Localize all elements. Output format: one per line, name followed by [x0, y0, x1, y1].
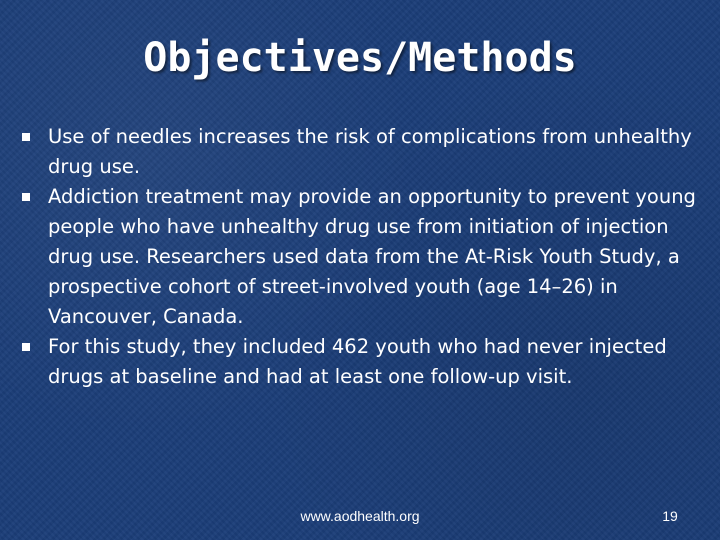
bullet-text: Use of needles increases the risk of complications from unhealthy drug use.: [48, 125, 692, 178]
square-bullet-icon: [22, 193, 30, 201]
bullet-text: Addiction treatment may provide an opportunity to prevent young people who have unhealthy drug use from initiation of injection drug use. Researchers used data from the At-Risk Youth Study, a prospective cohort of street-involved youth (age 14–26) in Vancouver, Canada.: [48, 185, 696, 328]
square-bullet-icon: [22, 343, 30, 351]
bullet-list: [22, 122, 702, 392]
square-bullet-icon: [22, 133, 30, 141]
page-number: 19: [662, 508, 678, 524]
footer-url: www.aodhealth.org: [300, 508, 420, 524]
list-item: [22, 182, 702, 332]
list-item: [22, 122, 702, 182]
list-item: [22, 332, 702, 392]
bullet-text: For this study, they included 462 youth who had never injected drugs at baseline and had at least one follow-up visit.: [48, 335, 667, 388]
slide-title: Objectives/Methods: [143, 35, 577, 81]
